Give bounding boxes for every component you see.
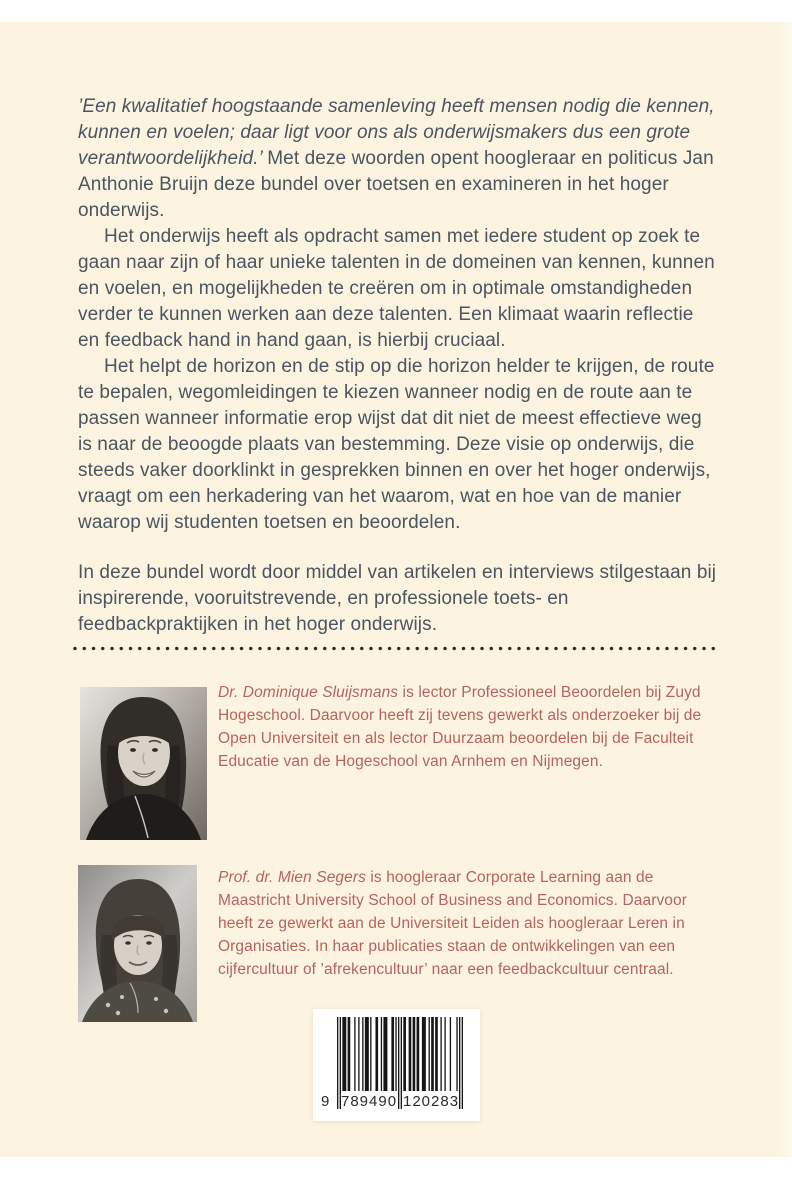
- barcode-bar: [429, 1017, 430, 1093]
- blurb-text: ’Een kwalitatief hoogstaande samenleving heeft mensen nodig die kennen, kunnen en voelen; daar ligt voor ons als onderwijsmakers dus een grote verantwoordelijkheid.’: [78, 96, 715, 169]
- blurb-text: Met deze woorden opent hoogleraar en politicus Jan Anthonie Bruijn deze bundel over toetsen en examineren in het hoger onderwijs.: [78, 148, 714, 221]
- barcode-bar: [354, 1017, 355, 1093]
- barcode-bar: [391, 1017, 394, 1093]
- barcode-bar: [422, 1017, 426, 1093]
- blurb-paragraph: [78, 560, 720, 638]
- barcode-digit-left: 9: [321, 1093, 331, 1110]
- author-bio-mien-segers: [218, 866, 723, 981]
- barcode-digits-group1: 789490: [341, 1091, 397, 1113]
- barcode-bar: [348, 1017, 351, 1093]
- barcode-bar: [450, 1017, 451, 1093]
- bio-text: is hoogleraar Corporate Learning aan de Maastricht University School of Business and Economics. Daarvoor heeft ze gewerkt aan de Universiteit Leiden als hoogleraar Leren in Organisaties. In haar publicaties staan de ontwikkelingen van een cijfercultuur of ’afrekencultuur’ naar een feedbackcultuur centraal.: [218, 869, 688, 978]
- barcode-bar: [403, 1017, 406, 1093]
- portrait-image: [78, 865, 197, 1022]
- blurb-paragraph: [78, 224, 720, 354]
- bio-text: is lector Professioneel Beoordelen bij Zuyd Hogeschool. Daarvoor heeft zij tevens gewerkt als onderzoeker bij de Open Universiteit en als lector Duurzaam beoordelen bij de Faculteit Educatie van de Hogeschool van Arnhem en Nijmegen.: [218, 684, 702, 770]
- barcode-bar: [395, 1017, 396, 1093]
- author-bio-dominique-sluijsmans: [218, 681, 723, 773]
- barcode-bar: [365, 1017, 369, 1093]
- barcode-bar: [409, 1017, 412, 1093]
- cover: [0, 22, 792, 1157]
- blurb-text: Het onderwijs heeft als opdracht samen met iedere student op zoek te gaan naar zijn of haar unieke talenten in de domeinen van kennen, kunnen en voelen, en mogelijkheden te creëren om in optimale omstandigheden verder te kunnen werken aan deze talenten. Een klimaat waarin reflectie en feedback hand in hand gaan, is hierbij cruciaal.: [78, 226, 715, 351]
- dotted-divider: [71, 644, 717, 653]
- author-photo-mien-segers: [78, 865, 197, 1022]
- barcode-bar: [435, 1017, 438, 1093]
- bio-text: Dr. Dominique Sluijsmans: [218, 684, 399, 701]
- barcode-bar: [358, 1017, 359, 1093]
- bio-text: Prof. dr. Mien Segers: [218, 869, 366, 886]
- barcode-digits-group2: 120283: [403, 1091, 459, 1113]
- barcode-bar: [362, 1017, 363, 1093]
- barcode-bar: [417, 1017, 420, 1093]
- barcode-bar: [383, 1017, 387, 1093]
- barcode-bar: [456, 1017, 457, 1093]
- blurb-text: In deze bundel wordt door middel van artikelen en interviews stilgestaan bij inspirerende, vooruitstrevende, en professionele toets- en feedbackpraktijken in het hoger onderwijs.: [78, 562, 717, 635]
- barcode-bar: [370, 1017, 371, 1093]
- barcode-bar: [431, 1017, 434, 1093]
- blurb-paragraph: [78, 94, 720, 224]
- barcode-bar: [413, 1017, 416, 1093]
- barcode-bar: [444, 1017, 445, 1093]
- barcode-bar: [342, 1017, 346, 1093]
- blurb-text: Het helpt de horizon en de stip op die horizon helder te krijgen, de route te bepalen, wegomleidingen te kiezen wanneer nodig en de route aan te passen wanneer informatie erop wijst dat dit niet de meest effectieve weg is naar de beoogde plaats van bestemming. Deze visie op onderwijs, die steeds vaker doorklinkt in gesprekken binnen en over het hoger onderwijs, vraagt om een herkadering van het waarom, wat en hoe van de manier waarop wij studenten toetsen en beoordelen.: [78, 356, 715, 533]
- barcode-bar: [381, 1017, 382, 1093]
- blurb: [78, 94, 720, 638]
- barcode-digits: [313, 1091, 480, 1113]
- author-photo-dominique-sluijsmans: [80, 687, 207, 840]
- blurb-paragraph: [78, 354, 720, 536]
- barcode: [313, 1009, 480, 1121]
- portrait-image: [80, 687, 207, 840]
- barcode-bar: [375, 1017, 378, 1093]
- barcode-bar: [440, 1017, 441, 1093]
